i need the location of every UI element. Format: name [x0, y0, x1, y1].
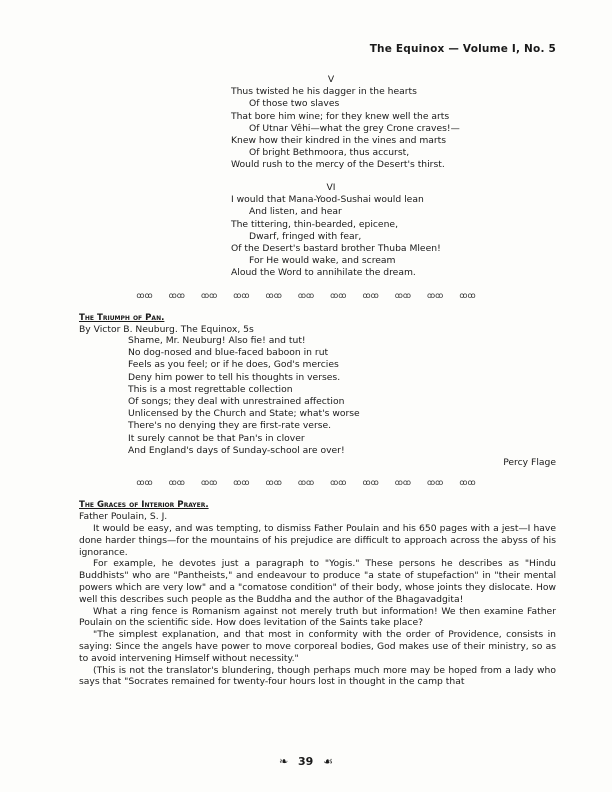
- verse-line: No dog-nosed and blue-faced baboon in rut: [128, 347, 329, 359]
- fleuron-left-icon: ❧: [278, 755, 289, 768]
- verse-line: Of bright Bethmoora, thus accurst,: [249, 147, 410, 159]
- ornament-icon: ꝏꝏ: [233, 478, 250, 487]
- verse-line: Of Utnar Vêhi—what the grey Crone craves!—: [249, 122, 460, 134]
- page-footer: [0, 755, 612, 768]
- verse-line: Of those two slaves: [249, 98, 340, 110]
- paragraph: It would be easy, and was tempting, to dismiss Father Poulain and his 650 pages with a jest—I have done harder things—for the mountains of his prejudice are difficult to approach across the abyss of his ignorance.: [79, 523, 556, 558]
- ornament-icon: ꝏꝏ: [330, 478, 347, 487]
- verse-line: And England's days of Sunday-school are over!: [128, 444, 345, 456]
- fleuron-right-icon: ☙: [323, 755, 334, 768]
- verse-line: And listen, and hear: [249, 206, 342, 218]
- verse-line: Thus twisted he his dagger in the hearts: [231, 86, 417, 98]
- ornament-icon: ꝏꝏ: [233, 291, 250, 300]
- page-number: 39: [298, 755, 314, 768]
- ornament-icon: ꝏꝏ: [330, 291, 347, 300]
- verse-line: The tittering, thin-bearded, epicene,: [231, 218, 398, 230]
- ornament-icon: ꝏꝏ: [168, 478, 185, 487]
- verse-line: Deny him power to tell his thoughts in verses.: [128, 371, 341, 383]
- ornament-icon: ꝏꝏ: [459, 291, 476, 300]
- byline-pan: By Victor B. Neuburg. The Equinox, 5s: [79, 324, 254, 335]
- verse-line: There's no denying they are first-rate verse.: [128, 420, 332, 432]
- ornament-icon: ꝏꝏ: [265, 291, 282, 300]
- ornament-icon: ꝏꝏ: [265, 478, 282, 487]
- paragraph: What a ring fence is Romanism against not merely truth but information! We then examine Father Poulain on the scientific side. How does levitation of the Saints take place?: [79, 605, 556, 629]
- ornament-icon: ꝏꝏ: [362, 478, 379, 487]
- verse-line: Of songs; they deal with unrestrained affection: [128, 396, 345, 408]
- ornament-icon: ꝏꝏ: [297, 291, 315, 300]
- ornament-icon: ꝏꝏ: [168, 291, 185, 300]
- ornament-icon: ꝏꝏ: [297, 478, 315, 487]
- review-body: [79, 523, 556, 688]
- verse-line: For He would wake, and scream: [249, 255, 396, 267]
- ornament-icon: ꝏꝏ: [200, 478, 218, 487]
- running-header: The Equinox — Volume I, No. 5: [369, 43, 556, 55]
- verse-line: This is a most regrettable collection: [128, 383, 293, 395]
- paragraph: (This is not the translator's blundering, though perhaps much more may be hoped from a lady who says that "Socrates remained for twenty-four hours lost in thought in the camp that: [79, 664, 556, 688]
- ornament-divider: [0, 291, 612, 300]
- paragraph: For example, he devotes just a paragraph to "Yogis." These persons he describes as "Hindu Buddhists" who are "Pantheists," and endeavour to produce "a state of stupefaction" in "their mental powers which are very low" and a "comatose condition" of their body, whose joints they dislocate. How well this describes such people as the Buddha and the author of the Bhagavadgita!: [79, 558, 556, 605]
- ornament-icon: ꝏꝏ: [427, 291, 444, 300]
- ornament-icon: ꝏꝏ: [394, 478, 412, 487]
- verse-line: That bore him wine; for they knew well the arts: [231, 110, 450, 122]
- section-title-prayer: The Graces of Interior Prayer.: [79, 500, 209, 510]
- section-title-pan: The Triumph of Pan.: [79, 313, 165, 323]
- verse-line: Aloud the Word to annihilate the dream.: [231, 267, 416, 279]
- verse-line: Feels as you feel; or if he does, God's mercies: [128, 359, 339, 371]
- poem-stanza-vi: [231, 182, 561, 280]
- stanza-numeral: VI: [326, 182, 336, 193]
- ornament-icon: ꝏꝏ: [200, 291, 218, 300]
- ornament-divider: [0, 478, 612, 487]
- paragraph: "The simplest explanation, and that most in conformity with the order of Providence, consists in saying: Since the angels have power to move corporeal bodies, God makes use of their ministry, so as to avoid intervening Himself without necessity.": [79, 629, 556, 664]
- verse-line: It surely cannot be that Pan's in clover: [128, 432, 305, 444]
- ornament-icon: ꝏꝏ: [459, 478, 476, 487]
- pan-verse: [128, 335, 360, 457]
- verse-line: Unlicensed by the Church and State; what's worse: [128, 408, 360, 420]
- stanza-numeral: V: [327, 74, 335, 85]
- ornament-icon: ꝏꝏ: [136, 291, 153, 300]
- verse-line: Would rush to the mercy of the Desert's thirst.: [231, 159, 445, 171]
- poem-stanza-v: [231, 74, 561, 172]
- signature: Percy Flage: [503, 457, 556, 468]
- verse-line: I would that Mana-Yood-Sushai would lean: [231, 194, 424, 206]
- verse-line: Of the Desert's bastard brother Thuba Mleen!: [231, 243, 441, 255]
- byline-prayer: Father Poulain, S. J.: [79, 511, 168, 522]
- verse-line: Knew how their kindred in the vines and marts: [231, 135, 447, 147]
- verse-line: Dwarf, fringed with fear,: [249, 230, 362, 242]
- ornament-icon: ꝏꝏ: [427, 478, 444, 487]
- verse-line: Shame, Mr. Neuburg! Also fie! and tut!: [128, 335, 306, 346]
- ornament-icon: ꝏꝏ: [136, 478, 153, 487]
- ornament-icon: ꝏꝏ: [394, 291, 412, 300]
- ornament-icon: ꝏꝏ: [362, 291, 379, 300]
